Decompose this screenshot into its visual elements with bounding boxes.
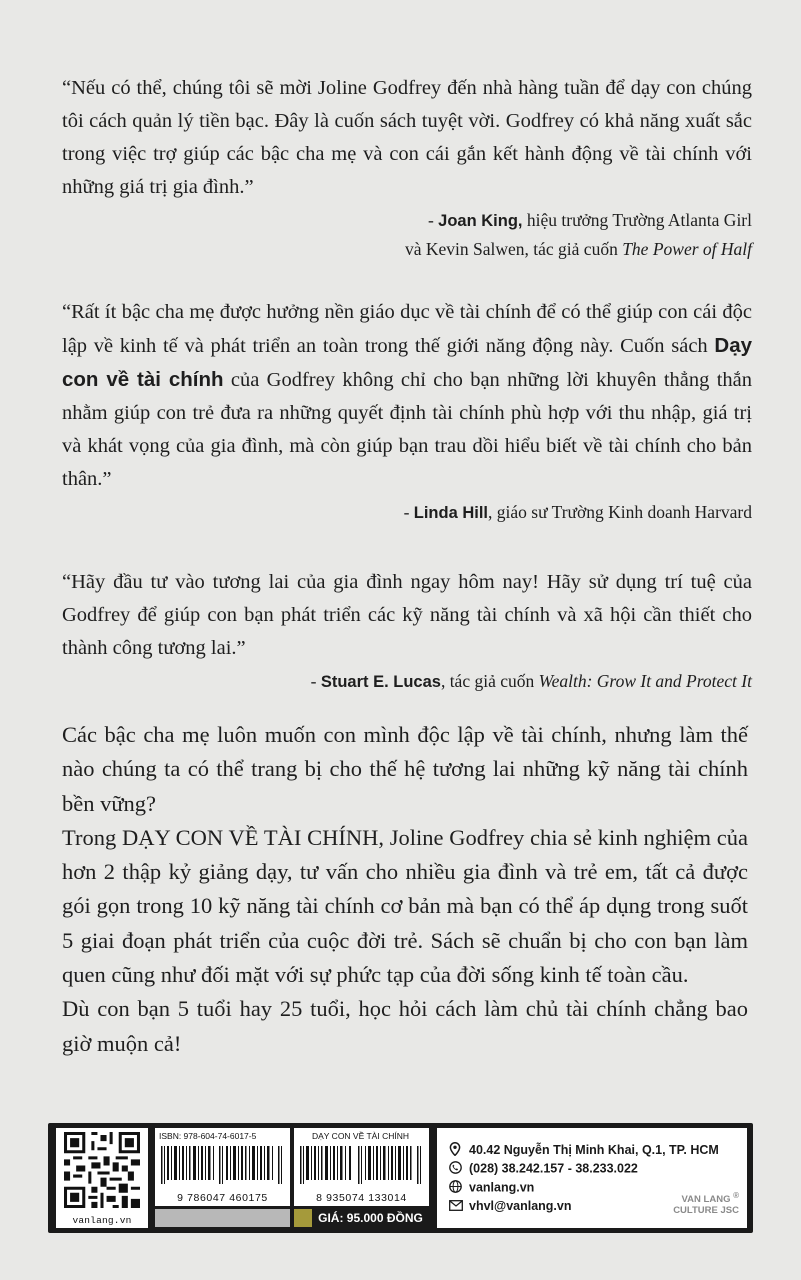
phone-row: (028) 38.242.157 - 38.233.022 [449, 1161, 638, 1177]
author-role: , giáo sư Trường Kinh doanh Harvard [488, 502, 752, 522]
quote-text: “Rất ít bậc cha mẹ được hưởng nền giáo dục về tài chính để có thể giúp con cái độc lập về kinh tế và phát triển an toàn trong thế giới năng động này. Cuốn sách Dạy con về tài chính của Godfrey không chỉ cho bạn những lời khuyên thẳng thắn nhằm giúp con trẻ đưa ra những quyết định tài chính phù hợp với thu nhập, giá trị và khát vọng của gia đình, mà còn giúp bạn trau dồi hiểu biết về tài chính cho bản thân.” [62, 301, 753, 490]
quote-text: “Hãy đầu tư vào tương lai của gia đình ngay hôm nay! Hãy sử dụng trí tuệ của Godfrey để giúp con bạn phát triển các kỹ năng tài chính và xã hội cần thiết cho thành công tương lai.” [62, 571, 752, 659]
price-label: GIÁ: 95.000 ĐỒNG [312, 1209, 429, 1227]
book-description [62, 718, 748, 1061]
title-label: DẠY CON VỀ TÀI CHÍNH [312, 1131, 409, 1141]
work-title: Wealth: Grow It and Protect It [538, 671, 752, 691]
quote-joan-king [62, 72, 752, 263]
address-row: 40.42 Nguyễn Thị Minh Khai, Q.1, TP. HCM [449, 1142, 719, 1159]
publisher-contact-panel [437, 1128, 747, 1228]
description-paragraph: Các bậc cha mẹ luôn muốn con mình độc lập về tài chính, nhưng làm thế nào chúng ta có thể trang bị cho thế hệ tương lai những kỹ năng tài chính bền vững? [62, 722, 748, 816]
quote-attribution: - Joan King, hiệu trưởng Trường Atlanta Girl và Kevin Salwen, tác giả cuốn The Power of Half [404, 210, 752, 259]
quote-author: Linda Hill [413, 504, 489, 522]
quote-author: Stuart E. Lucas [320, 673, 441, 691]
quote-attribution: - Linda Hill, giáo sư Trường Kinh doanh Harvard [403, 502, 752, 522]
quote-author: Joan King, [438, 212, 523, 230]
title-barcode-icon [300, 1146, 423, 1184]
quote-attribution: - Stuart E. Lucas, tác giả cuốn Wealth: Grow It and Protect It [310, 671, 752, 691]
title-barcode-panel [294, 1128, 429, 1206]
isbn-number: 9 786047 460175 [177, 1192, 268, 1204]
quote-stuart-lucas [62, 566, 752, 696]
quote-linda-hill [62, 296, 752, 527]
isbn-label: ISBN: 978-604-74-6017-5 [159, 1131, 257, 1141]
qr-caption: vanlang.vn [72, 1215, 132, 1226]
qr-code-icon [64, 1132, 140, 1208]
email-row[interactable]: vhvl@vanlang.vn [449, 1199, 572, 1214]
isbn-barcode-panel [155, 1128, 290, 1206]
description-paragraph: Dù con bạn 5 tuổi hay 25 tuổi, học hỏi cách làm chủ tài chính chẳng bao giờ muộn cả! [62, 996, 748, 1056]
globe-icon [449, 1180, 465, 1196]
coauthor-credit: và Kevin Salwen, tác giả cuốn [404, 239, 623, 259]
description-paragraph: Trong DẠY CON VỀ TÀI CHÍNH, Joline Godfrey chia sẻ kinh nghiệm của hơn 2 thập kỷ giảng dạy, tư vấn cho nhiều gia đình và trẻ em, tất cả được gói gọn trong 10 kỹ năng tài chính cơ bản mà bạn có thể áp dụng trong suốt 5 giai đoạn phát triển của cuộc đời trẻ. Sách sẽ chuẩn bị cho con bạn làm quen cũng như đối mặt với sự phức tạp của đời sống kinh tế toàn cầu. [62, 824, 748, 988]
quote-text: “Nếu có thể, chúng tôi sẽ mời Joline Godfrey đến nhà hàng tuần để dạy con chúng tôi cách quản lý tiền bạc. Đây là cuốn sách tuyệt vời. Godfrey có khả năng xuất sắc trong việc trợ giúp các bậc cha mẹ và con cái gắn kết hành động về tài chính với những giá trị gia đình.” [62, 77, 752, 198]
author-role: , tác giả cuốn [440, 671, 539, 691]
publisher-logo: VAN LANG ® CULTURE JSC [673, 1190, 739, 1216]
isbn-barcode-icon [161, 1146, 284, 1184]
work-title: The Power of Half [622, 239, 752, 259]
olive-band [294, 1209, 312, 1227]
gray-band [155, 1209, 290, 1227]
author-role: hiệu trưởng Trường Atlanta Girl [522, 210, 752, 230]
title-barcode-number: 8 935074 133014 [316, 1192, 407, 1204]
book-title: Dạy con về tài chính [62, 334, 752, 391]
phone-icon [449, 1161, 465, 1177]
location-pin-icon [449, 1142, 465, 1159]
envelope-icon [449, 1200, 465, 1214]
website-row[interactable]: vanlang.vn [449, 1180, 534, 1196]
qr-code-panel [56, 1128, 148, 1228]
